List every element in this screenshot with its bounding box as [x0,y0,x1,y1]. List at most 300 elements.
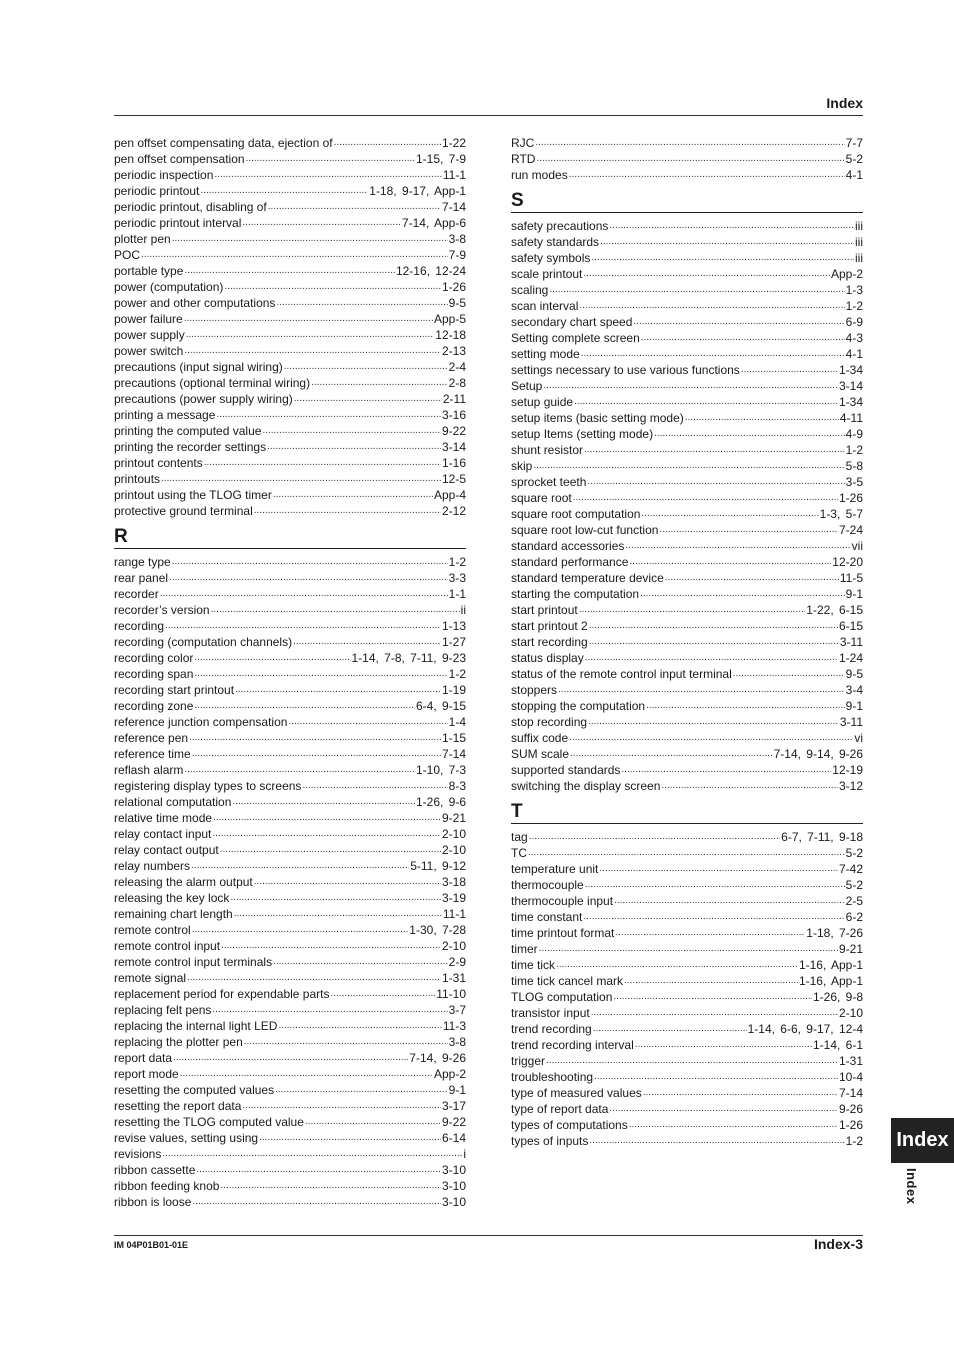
dot-leader [220,842,441,858]
index-entry [114,167,466,183]
index-term: range type [114,555,171,569]
index-page-refs: 7-14 [441,200,466,214]
index-term: power and other computations [114,296,276,310]
index-entry [114,1098,466,1114]
index-page-refs: 6-2 [845,910,863,924]
index-entry [114,1066,466,1082]
index-term: remote control input [114,939,221,953]
index-page-refs: 1-2 [448,667,466,681]
index-page-refs: 1-15 [441,731,466,745]
index-entry [114,746,466,762]
index-entry [114,1162,466,1178]
index-term: pen offset compensation [114,152,245,166]
index-entry [511,1069,863,1085]
entry-list-t [511,829,863,1149]
index-term: transistor input [511,1006,590,1020]
index-term: relative time mode [114,811,213,825]
index-page-refs: 4-9 [845,427,863,441]
index-entry [114,407,466,423]
index-entry [511,893,863,909]
index-page-refs: 1-26, 9-6 [415,795,466,809]
index-page-refs: 1-3 [845,283,863,297]
index-term: type of measured values [511,1086,642,1100]
index-term: report data [114,1051,173,1065]
dot-leader [569,730,853,746]
index-page-refs: 6-4, 9-15 [415,699,466,713]
index-page-refs: 1-16, App-1 [798,958,863,972]
index-page-refs: 6-9 [845,315,863,329]
index-term: power switch [114,344,184,358]
index-term: precautions (optional terminal wiring) [114,376,311,390]
index-page-refs: 9-21 [838,942,863,956]
index-term: type of report data [511,1102,609,1116]
index-page-refs: 2-9 [448,955,466,969]
dot-leader [242,1098,441,1114]
dot-leader [189,730,441,746]
dot-leader [293,634,441,650]
index-page-refs: 1-3, 5-7 [819,507,863,521]
index-entry [511,778,863,794]
index-term: square root low-cut function [511,523,659,537]
dot-leader [685,410,839,426]
dot-leader [194,666,447,682]
dot-leader [172,554,448,570]
index-term: types of computations [511,1118,628,1132]
dot-leader [192,1194,441,1210]
index-page-refs: 7-14 [838,1086,863,1100]
dot-leader [528,845,845,861]
index-term: trend recording [511,1022,592,1036]
footer-divider [114,1235,863,1236]
dot-leader [665,570,839,586]
index-entry [114,954,466,970]
index-page-refs: vii [851,539,863,553]
index-page-refs: App-5 [433,312,466,326]
index-term: thermocouple [511,878,584,892]
index-page-refs: 4-11 [839,411,863,425]
dot-leader [589,1133,844,1149]
index-term: printing the computed value [114,424,262,438]
index-term: recording (computation channels) [114,635,293,649]
index-term: printouts [114,472,161,486]
index-page-refs: App-2 [433,1067,466,1081]
index-term: Setup [511,379,543,393]
dot-leader [194,650,350,666]
index-entry [114,423,466,439]
index-entry [114,1194,466,1210]
index-page-refs: 1-18, 9-17, App-1 [369,184,466,198]
index-page-refs: iii [855,219,863,233]
index-term: scan interval [511,299,579,313]
index-term: start recording [511,635,588,649]
index-entry [511,570,863,586]
dot-leader [533,458,844,474]
index-term: SUM scale [511,747,570,761]
index-term: trigger [511,1054,546,1068]
index-entry [114,970,466,986]
index-term: scaling [511,283,549,297]
index-term: status display [511,651,584,665]
dot-leader [214,167,441,183]
page-header-title: Index [826,95,863,111]
index-page-refs: 1-2 [845,299,863,313]
dot-leader [625,538,850,554]
index-page-refs: 9-22 [441,424,466,438]
index-entry [114,890,466,906]
dot-leader [184,762,415,778]
index-page-refs: 1-18, 7-26 [806,926,863,940]
index-side-tab[interactable]: Index [891,1118,954,1163]
dot-leader [535,135,844,151]
index-page-refs: 1-2 [448,555,466,569]
index-page-refs: 2-10 [441,843,466,857]
index-page-refs: 7-9 [448,248,466,262]
index-entry [511,167,863,183]
index-term: RJC [511,136,535,150]
index-term: trend recording interval [511,1038,634,1052]
dot-leader [741,362,838,378]
dot-leader [262,423,441,439]
index-page-refs: 3-17 [441,1099,466,1113]
dot-leader [609,218,854,234]
index-term: resetting the TLOG computed value [114,1115,304,1129]
index-term: relay contact output [114,843,219,857]
index-entry [511,426,863,442]
index-entry [114,826,466,842]
footer-doc-id: IM 04P01B01-01E [114,1240,189,1250]
index-page-refs: 7-42 [838,862,863,876]
index-page-refs: 6-15 [838,619,863,633]
index-entry [511,666,863,682]
dot-leader [212,1002,447,1018]
index-page-refs: 4-3 [845,331,863,345]
index-term: replacing the internal light LED [114,1019,278,1033]
index-entry [511,618,863,634]
index-entry [114,391,466,407]
index-entry [114,1114,466,1130]
index-term: recording zone [114,699,194,713]
index-term: ribbon feeding knob [114,1179,220,1193]
index-page-refs: 2-10 [441,939,466,953]
index-entry [114,938,466,954]
dot-leader [211,602,460,618]
index-page-refs: 2-10 [441,827,466,841]
index-entry [114,858,466,874]
dot-leader [599,861,838,877]
index-entry [511,490,863,506]
dot-leader [629,554,831,570]
dot-leader [212,826,441,842]
index-term: recording start printout [114,683,235,697]
index-term: ribbon is loose [114,1195,192,1209]
index-column-left [114,135,466,1210]
index-term: scale printout [511,267,583,281]
index-entry [114,1002,466,1018]
index-term: relay numbers [114,859,191,873]
index-entry [114,730,466,746]
index-entry [511,957,863,973]
index-entry [511,522,863,538]
index-entry [114,1082,466,1098]
index-entry [114,359,466,375]
index-page-refs: 7-14, 9-14, 9-26 [773,747,863,761]
index-entry [114,1178,466,1194]
index-entry [114,762,466,778]
index-term: standard performance [511,555,629,569]
dot-leader [330,986,435,1002]
index-entry [114,810,466,826]
index-page-refs: 7-14 [441,747,466,761]
dot-leader [609,1101,838,1117]
index-term: temperature unit [511,862,599,876]
dot-leader [213,810,441,826]
index-term: report mode [114,1067,179,1081]
index-term: periodic inspection [114,168,214,182]
index-entry [114,778,466,794]
index-term: power (computation) [114,280,224,294]
index-term: time constant [511,910,583,924]
index-entry [511,135,863,151]
dot-leader [244,1034,448,1050]
index-term: reflash alarm [114,763,184,777]
index-page-refs: 3-14 [441,440,466,454]
index-term: time printout format [511,926,615,940]
dot-leader [594,1069,838,1085]
index-page-refs: 3-8 [448,1035,466,1049]
dot-leader [583,266,830,282]
index-entry [511,151,863,167]
dot-leader [661,778,838,794]
index-term: remote signal [114,971,187,985]
index-page-refs: 3-5 [845,475,863,489]
index-page-refs: 5-11, 9-12 [410,859,466,873]
index-page-refs: 9-1 [448,1083,466,1097]
index-page-refs: 9-22 [441,1115,466,1129]
index-entry [511,1133,863,1149]
dot-leader [654,426,845,442]
index-term: setting mode [511,347,580,361]
index-entry [511,554,863,570]
index-page-refs: 3-16 [441,408,466,422]
dot-leader [536,151,844,167]
index-entry [114,602,466,618]
index-term: time tick cancel mark [511,974,624,988]
index-entry [511,682,863,698]
index-page-refs: 1-14, 6-1 [812,1038,863,1052]
index-term: square root [511,491,572,505]
index-page-refs: 5-2 [845,878,863,892]
dot-leader [311,375,448,391]
index-page-refs: 2-11 [442,392,466,406]
dot-leader [242,215,401,231]
index-term: settings necessary to use various functions [511,363,740,377]
entry-list-r-cont [511,135,863,183]
index-page-refs: 4-1 [845,168,863,182]
index-page-refs: 1-14, 6-6, 9-17, 12-4 [747,1022,863,1036]
index-entry [511,442,863,458]
dot-leader [569,167,845,183]
index-page-refs: 9-1 [845,699,863,713]
index-term: ribbon cassette [114,1163,196,1177]
index-entry [114,874,466,890]
index-entry [114,618,466,634]
index-entry [511,1053,863,1069]
index-term: safety precautions [511,219,609,233]
dot-leader [234,906,442,922]
index-entry [114,215,466,231]
index-entry [511,861,863,877]
index-term: recording [114,619,165,633]
index-term: remote control input terminals [114,955,273,969]
index-entry [511,250,863,266]
index-entry [114,650,466,666]
index-term: shunt resistor [511,443,584,457]
index-page-refs: i [463,1147,466,1161]
dot-leader [184,263,395,279]
index-entry [511,394,863,410]
section-heading-t: T [511,802,863,824]
index-term: secondary chart speed [511,315,633,329]
index-page-refs: 9-21 [441,811,466,825]
index-entry [511,634,863,650]
index-page-refs: 10-4 [838,1070,863,1084]
index-term: types of inputs [511,1134,589,1148]
dot-leader [160,586,448,602]
index-entry [114,455,466,471]
index-entry [114,554,466,570]
index-entry [114,1050,466,1066]
index-term: periodic printout [114,184,200,198]
dot-leader [579,298,844,314]
index-term: replacing the plotter pen [114,1035,243,1049]
index-section-r [114,527,466,1210]
index-page-refs: 5-2 [845,846,863,860]
index-page-refs: 3-10 [441,1195,466,1209]
index-page-refs: 1-14, 7-8, 7-11, 9-23 [351,651,466,665]
index-term: rear panel [114,571,169,585]
dot-leader [141,247,448,263]
index-page-refs: 1-30, 7-28 [409,923,466,937]
index-entry [114,199,466,215]
index-term: standard accessories [511,539,625,553]
index-page-refs: 2-10 [838,1006,863,1020]
dot-leader [643,1085,838,1101]
dot-leader [288,714,447,730]
index-term: troubleshooting [511,1070,594,1084]
index-page-refs: 1-13 [441,619,466,633]
dot-leader [600,234,854,250]
index-entry [511,346,863,362]
index-entry [511,762,863,778]
index-entry [114,1146,466,1162]
dot-leader [546,1053,838,1069]
index-term: suffix code [511,731,569,745]
dot-leader [235,682,441,698]
index-entry [114,183,466,199]
dot-leader [646,698,845,714]
index-section-t [511,802,863,1149]
index-entry [114,922,466,938]
index-entry [114,714,466,730]
dot-leader [624,973,798,989]
dot-leader [192,746,441,762]
entry-list-s [511,218,863,794]
dot-leader [585,650,838,666]
index-term: revisions [114,1147,162,1161]
dot-leader [184,311,433,327]
dot-leader [588,714,839,730]
index-term: replacement period for expendable parts [114,987,330,1001]
index-entry [511,474,863,490]
dot-leader [180,1066,433,1082]
index-page-refs: 1-27 [441,635,466,649]
header-divider [114,115,863,116]
index-entry [114,231,466,247]
index-page-refs: 1-31 [441,971,466,985]
index-entry [511,941,863,957]
index-entry [511,989,863,1005]
index-page-refs: 12-16, 12-24 [395,264,466,278]
dot-leader [204,455,441,471]
entry-list-r [114,554,466,1210]
index-term: supported standards [511,763,621,777]
index-entry [511,650,863,666]
index-entry [511,602,863,618]
index-term: Setting complete screen [511,331,640,345]
index-entry [114,842,466,858]
index-page-refs: 3-19 [441,891,466,905]
dot-leader [733,666,845,682]
dot-leader [334,135,441,151]
index-term: thermocouple input [511,894,614,908]
index-page-refs: 1-34 [838,395,863,409]
index-entry [511,845,863,861]
index-page-refs: 7-7 [845,136,863,150]
index-vertical-label: Index [904,1168,919,1205]
dot-leader [302,778,447,794]
index-entry [114,794,466,810]
index-term: square root computation [511,507,641,521]
index-page-refs: 3-14 [838,379,863,393]
index-column-right [511,135,863,1149]
dot-leader [191,858,409,874]
index-page-refs: 3-10 [441,1163,466,1177]
dot-leader [584,442,845,458]
index-entry [511,218,863,234]
index-entry [114,503,466,519]
index-entry [114,327,466,343]
dot-leader [192,922,409,938]
dot-leader [589,634,839,650]
index-entry [511,829,863,845]
entry-list-p [114,135,466,519]
dot-leader [165,618,441,634]
index-term: recorder [114,587,159,601]
index-entry [114,634,466,650]
index-entry [511,538,863,554]
dot-leader [278,1018,441,1034]
index-entry [114,247,466,263]
dot-leader [172,231,448,247]
dot-leader [581,346,845,362]
dot-leader [275,1082,448,1098]
index-page-refs: 9-26 [838,1102,863,1116]
index-page-refs: 7-14, App-6 [401,216,466,230]
index-page-refs: 1-1 [448,587,466,601]
index-page-refs: 12-5 [441,472,466,486]
dot-leader [221,938,441,954]
index-page-refs: 1-31 [838,1054,863,1068]
